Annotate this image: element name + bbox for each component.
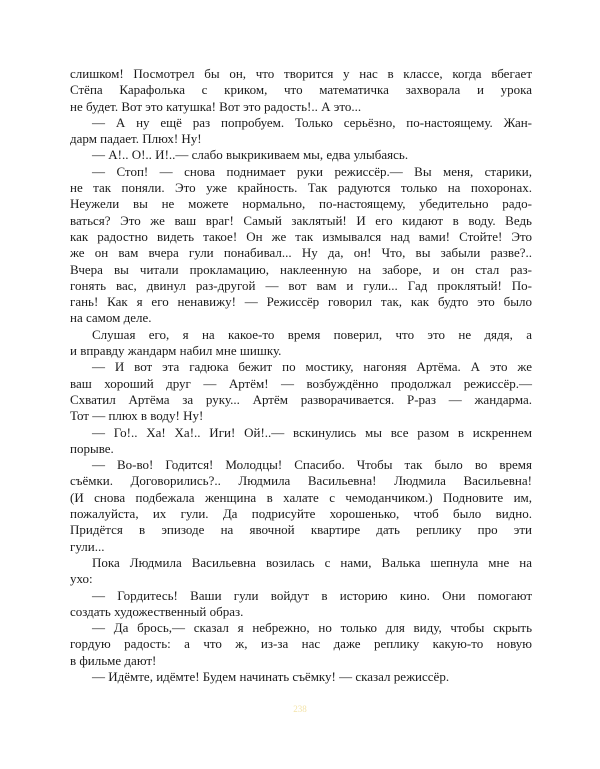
text-line: гордую радость: а что ж, из-за нас даже реплику какую-то новую bbox=[70, 636, 532, 652]
page-number: 238 bbox=[293, 704, 307, 714]
text-line: Пока Людмила Васильевна возилась с нами, Валька шепнула мне на bbox=[92, 554, 532, 570]
text-line: Тот — плюх в воду! Ну! bbox=[70, 408, 204, 424]
text-line: же он вам вчера гули понабивал... Ну да, он! Что, вы забыли разве?.. bbox=[70, 245, 532, 261]
text-line: не будет. Вот это катушка! Вот это радость!.. А это... bbox=[70, 98, 362, 114]
text-line: гули... bbox=[70, 538, 105, 554]
text-line: не так поняли. Это уже крайность. Так радуются только на похоронах. bbox=[70, 180, 532, 196]
page-text bbox=[70, 66, 532, 685]
text-line: — Го!.. Ха! Ха!.. Иги! Ой!..— вскинулись мы все разом в искреннем bbox=[92, 424, 532, 440]
paragraph bbox=[70, 620, 532, 669]
text-line: Придётся в эпизоде на явочной квартире дать реплику про эти bbox=[70, 522, 532, 538]
text-line: слишком! Посмотрел бы он, что творится у нас в классе, когда вбегает bbox=[70, 66, 532, 81]
paragraph bbox=[70, 359, 532, 424]
text-line: Вчера вы читали прокламацию, наклеенную на заборе, и он стал раз- bbox=[70, 261, 532, 277]
paragraph bbox=[70, 425, 532, 458]
paragraph bbox=[70, 147, 532, 163]
text-line: пожалуйста, их гули. Да подрисуйте хорошенько, чтоб было видно. bbox=[70, 506, 532, 522]
text-line: — Во-во! Годится! Молодцы! Спасибо. Чтобы так было во время bbox=[92, 457, 532, 473]
text-line: — И вот эта гадюка бежит по мостику, нагоняя Артёма. А это же bbox=[92, 359, 532, 375]
text-line: в фильме дают! bbox=[70, 652, 157, 668]
text-line: (И снова подбежала женщина в халате с чемоданчиком.) Подновите им, bbox=[70, 489, 532, 505]
text-line: ваш хороший друг — Артём! — возбуждённо продолжал режиссёр.— bbox=[70, 375, 532, 391]
text-line: как радостно видеть такое! Он же так измывался над вами! Стойте! Это bbox=[70, 228, 532, 244]
text-line: съёмки. Договорились?.. Людмила Васильевна! Людмила Васильевна! bbox=[70, 473, 532, 489]
text-line: Неужели вы не можете нормально, по-настоящему, убедительно радо- bbox=[70, 196, 532, 212]
text-line: — Идёмте, идёмте! Будем начинать съёмку! — сказал режиссёр. bbox=[92, 668, 450, 684]
text-line: — А ну ещё раз попробуем. Только серьёзно, по-настоящему. Жан- bbox=[92, 114, 532, 130]
text-line: ваться? Это же ваш враг! Самый заклятый! И его кидают в воду. Ведь bbox=[70, 212, 532, 228]
paragraph bbox=[70, 555, 532, 588]
text-line: ухо: bbox=[70, 571, 93, 587]
text-line: на самом деле. bbox=[70, 310, 152, 326]
paragraph bbox=[70, 588, 532, 621]
text-line: дарм падает. Плюх! Ну! bbox=[70, 131, 202, 147]
text-line: порыве. bbox=[70, 440, 114, 456]
text-line: — Гордитесь! Ваши гули войдут в историю кино. Они помогают bbox=[92, 587, 532, 603]
text-line: Стёпа Карафолька с криком, что математичка захворала и урока bbox=[70, 82, 532, 98]
text-line: и вправду жандарм набил мне шишку. bbox=[70, 343, 282, 359]
text-line: — Да брось,— сказал я небрежно, но только для виду, чтобы скрыть bbox=[92, 620, 532, 636]
text-line: Схватил Артёма за руку... Артём разворачивается. Р-раз — жандарма. bbox=[70, 391, 532, 407]
paragraph bbox=[70, 669, 532, 685]
text-line: Слушая его, я на какое-то время поверил, что это не дядя, а bbox=[92, 326, 532, 342]
text-line: — Стоп! — снова поднимает руки режиссёр.— Вы меня, старики, bbox=[92, 163, 532, 179]
text-line: — А!.. О!.. И!..— слабо выкрикиваем мы, едва улыбаясь. bbox=[92, 147, 409, 163]
text-line: гань! Как я его ненавижу! — Режиссёр говорил так, как будто это было bbox=[70, 294, 532, 310]
paragraph bbox=[70, 164, 532, 327]
paragraph bbox=[70, 66, 532, 115]
text-line: создать художественный образ. bbox=[70, 603, 244, 619]
paragraph bbox=[70, 327, 532, 360]
paragraph bbox=[70, 457, 532, 555]
paragraph bbox=[70, 115, 532, 148]
text-line: гонять вас, двинул раз-другой — вот вам и гули... Гад проклятый! По- bbox=[70, 277, 532, 293]
